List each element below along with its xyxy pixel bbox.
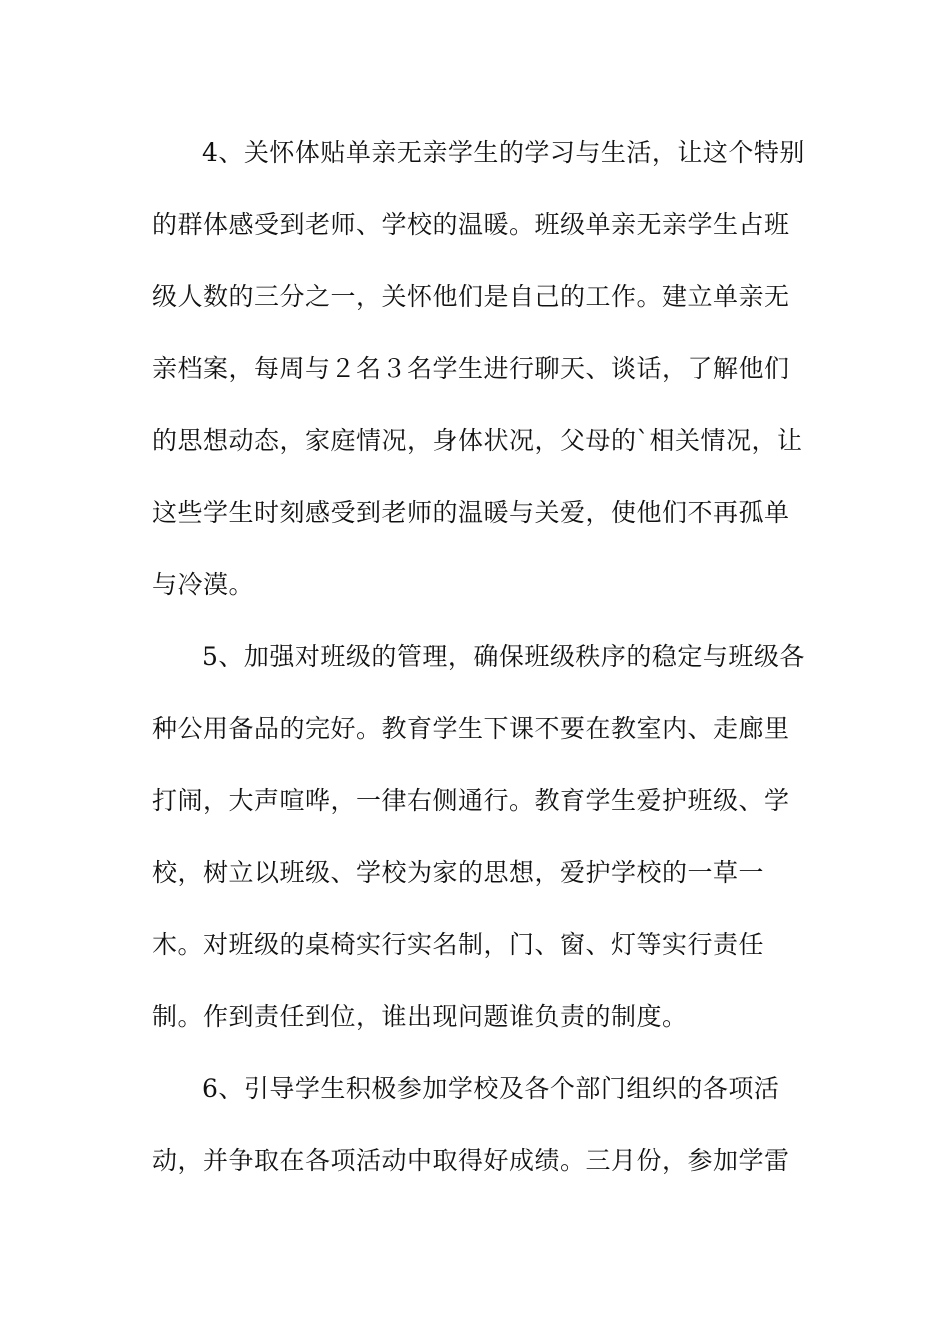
paragraph-4-line-7: 与冷漠。 bbox=[152, 570, 255, 599]
paragraph-5-line-5: 木。对班级的桌椅实行实名制，门、窗、灯等实行责任 bbox=[152, 930, 765, 959]
paragraph-4-line-3: 级人数的三分之一，关怀他们是自己的工作。建立单亲无 bbox=[152, 282, 790, 311]
paragraph-5-line-1: 5、加强对班级的管理，确保班级秩序的稳定与班级各 bbox=[202, 642, 805, 671]
paragraph-5-line-2: 种公用备品的完好。教育学生下课不要在教室内、走廊里 bbox=[152, 714, 790, 743]
paragraph-6-line-2: 动，并争取在各项活动中取得好成绩。三月份，参加学雷 bbox=[152, 1146, 790, 1175]
paragraph-5-line-4: 校，树立以班级、学校为家的思想，爱护学校的一草一 bbox=[152, 858, 765, 887]
paragraph-6-line-1: 6、引导学生积极参加学校及各个部门组织的各项活 bbox=[202, 1074, 780, 1103]
paragraph-4-line-2: 的群体感受到老师、学校的温暖。班级单亲无亲学生占班 bbox=[152, 210, 790, 239]
paragraph-4-line-5: 的思想动态，家庭情况，身体状况，父母的`相关情况，让 bbox=[152, 426, 803, 455]
paragraph-4-line-6: 这些学生时刻感受到老师的温暖与关爱，使他们不再孤单 bbox=[152, 498, 790, 527]
paragraph-4-line-4: 亲档案，每周与２名３名学生进行聊天、谈话，了解他们 bbox=[152, 354, 790, 383]
paragraph-4-line-1: 4、关怀体贴单亲无亲学生的学习与生活，让这个特别 bbox=[202, 138, 805, 167]
paragraph-5-line-3: 打闹，大声喧哗，一律右侧通行。教育学生爱护班级、学 bbox=[152, 786, 790, 815]
paragraph-5-line-6: 制。作到责任到位，谁出现问题谁负责的制度。 bbox=[152, 1002, 688, 1031]
